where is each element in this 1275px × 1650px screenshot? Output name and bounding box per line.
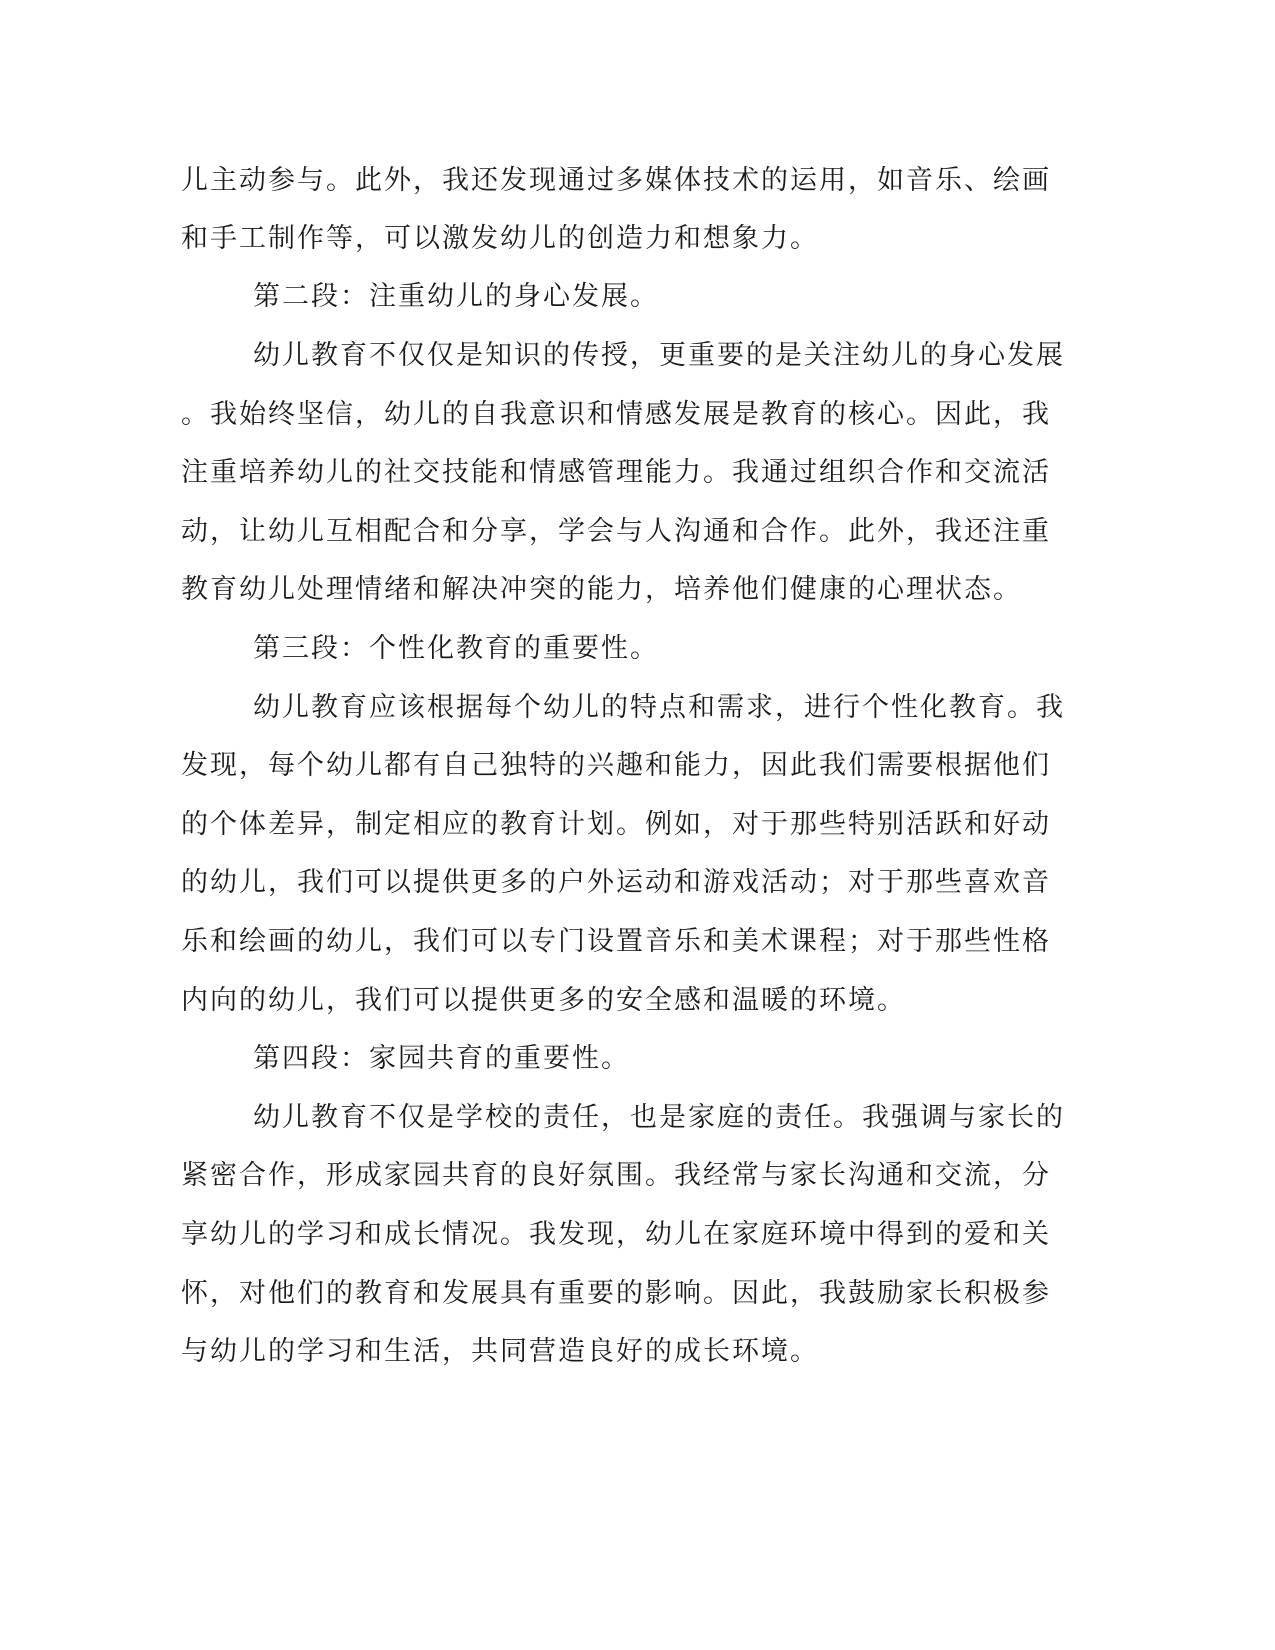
section-heading: 第二段：注重幼儿的身心发展。	[253, 281, 659, 312]
section-heading: 第三段：个性化教育的重要性。	[253, 633, 659, 664]
text-line: 紧密合作，形成家园共育的良好氛围。我经常与家长沟通和交流，分	[181, 1160, 1051, 1191]
text-line: 注重培养幼儿的社交技能和情感管理能力。我通过组织合作和交流活	[181, 457, 1051, 488]
text-line: 怀，对他们的教育和发展具有重要的影响。因此，我鼓励家长积极参	[181, 1278, 1051, 1309]
text-line: 。我始终坚信，幼儿的自我意识和情感发展是教育的核心。因此，我	[181, 399, 1051, 430]
text-line: 教育幼儿处理情绪和解决冲突的能力，培养他们健康的心理状态。	[181, 574, 1022, 605]
text-line: 的幼儿，我们可以提供更多的户外运动和游戏活动；对于那些喜欢音	[181, 867, 1051, 898]
text-line: 幼儿教育应该根据每个幼儿的特点和需求，进行个性化教育。我	[253, 692, 1065, 723]
text-line: 乐和绘画的幼儿，我们可以专门设置音乐和美术课程；对于那些性格	[181, 926, 1051, 957]
text-line: 与幼儿的学习和生活，共同营造良好的成长环境。	[181, 1336, 819, 1367]
text-line: 发现，每个幼儿都有自己独特的兴趣和能力，因此我们需要根据他们	[181, 750, 1051, 781]
text-line: 儿主动参与。此外，我还发现通过多媒体技术的运用，如音乐、绘画	[181, 165, 1051, 196]
text-line: 动，让幼儿互相配合和分享，学会与人沟通和合作。此外，我还注重	[181, 516, 1051, 547]
text-line: 和手工制作等，可以激发幼儿的创造力和想象力。	[181, 223, 819, 254]
section-heading: 第四段：家园共育的重要性。	[253, 1043, 630, 1074]
text-line: 内向的幼儿，我们可以提供更多的安全感和温暖的环境。	[181, 985, 906, 1016]
text-line: 幼儿教育不仅是学校的责任，也是家庭的责任。我强调与家长的	[253, 1102, 1065, 1133]
text-line: 享幼儿的学习和成长情况。我发现，幼儿在家庭环境中得到的爱和关	[181, 1219, 1051, 1250]
text-line: 幼儿教育不仅仅是知识的传授，更重要的是关注幼儿的身心发展	[253, 340, 1065, 371]
text-line: 的个体差异，制定相应的教育计划。例如，对于那些特别活跃和好动	[181, 809, 1051, 840]
